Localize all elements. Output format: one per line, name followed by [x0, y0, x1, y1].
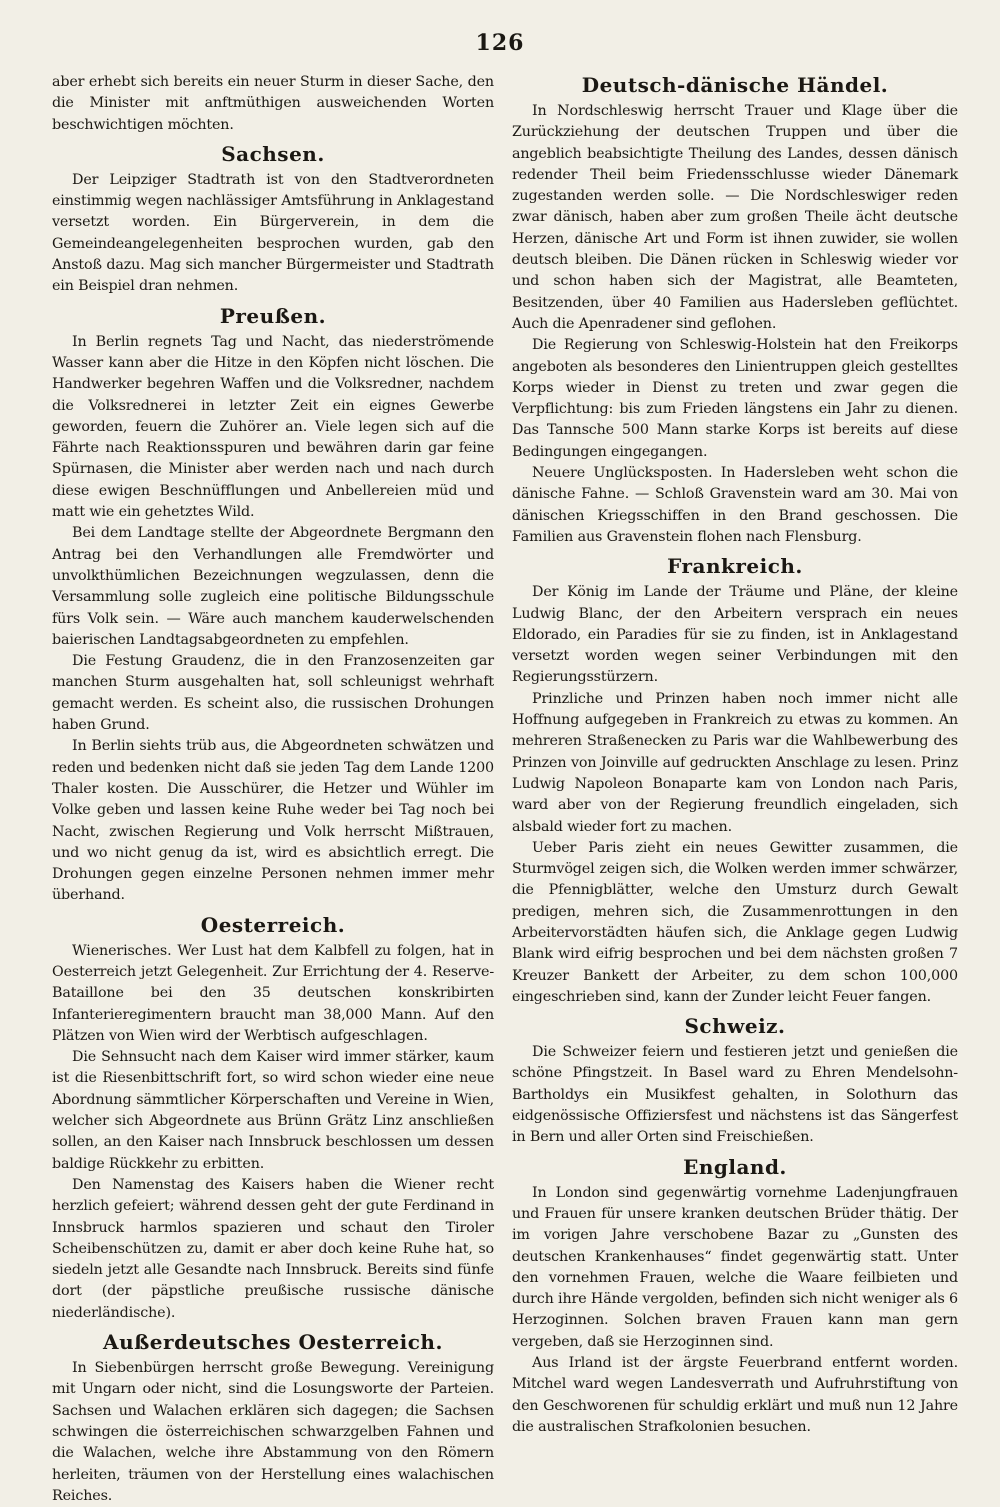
intro-paragraph: aber erhebt sich bereits ein neuer Sturm in dieser Sache, den die Minister mit anftmüthigen ausweichenden Worten beschwichtigen möchten.	[52, 74, 494, 133]
paragraph: In Berlin regnets Tag und Nacht, das niederströmende Wasser kann aber die Hitze in den Köpfen nicht löschen. Die Handwerker begehren Waffen und die Volksredner, nachdem die Volksrednerei in letzter Zeit ein eignes Gewerbe geworden, feuern die Zuhörer an. Viele legen sich auf die Fährte nach Reaktionsspuren und bewähren darin gar feine Spürnasen, die Minister aber werden nach und nach durch diese ewigen Beschnüfflungen und Anbellereien müd und matt wie ein gehetztes Wild.	[52, 333, 494, 521]
page-number: 126	[475, 30, 525, 56]
section-heading-england: England.	[683, 1154, 787, 1179]
right-column	[512, 72, 958, 1438]
section-heading-preussen: Preußen.	[219, 303, 327, 328]
paragraph: Wienerisches. Wer Lust hat dem Kalbfell zu folgen, hat in Oesterreich jetzt Gelegenheit. Zur Errichtung der 4. Reserve-Bataillone bei den 35 deutschen konskribirten Infanterieregimentern braucht man 38,000 Mann. Auf den Plätzen von Wien wird der Werbtisch aufgeschlagen.	[52, 942, 494, 1044]
section-heading-oesterreich: Oesterreich.	[200, 912, 346, 937]
paragraph: Aus Irland ist der ärgste Feuerbrand entfernt worden. Mitchel ward wegen Landesverrath und Aufruhrstiftung von den Geschworenen für schuldig erklärt und muß nun 12 Jahre die australischen Strafkolonien besuchen.	[512, 1355, 958, 1435]
paragraph: In Siebenbürgen herrscht große Bewegung. Vereinigung mit Ungarn oder nicht, sind die Losungsworte der Parteien. Sachsen und Walachen erklären sich dagegen; die Sachsen schwingen die österreichischen schwarzgelben Fahnen und die Walachen, welche ihre Abstammung von den Römern herleiten, träumen von der Herstellung eines walachischen Reiches.	[52, 1360, 494, 1504]
left-column	[52, 72, 494, 1507]
section-heading-deutsch-daenische-haendel: Deutsch-dänische Händel.	[581, 73, 889, 97]
paragraph: Der König im Lande der Träume und Pläne, der kleine Ludwig Blanc, der den Arbeitern versprach ein neues Eldorado, ein Paradies für sie zu finden, ist in Anklagestand versetzt worden wegen seiner Verbindungen mit den Regierungsstürzern.	[512, 584, 958, 686]
paragraph: Die Regierung von Schleswig-Holstein hat den Freikorps angeboten als besonderes den Linientruppen gleich gestelltes Korps wieder in Dienst zu treten und zwar gegen die Verpflichtung: bis zum Frieden längstens ein Jahr zu dienen. Das Tannsche 500 Mann starke Korps ist bereits auf diese Bedingungen eingegangen.	[512, 337, 958, 460]
paragraph: In London sind gegenwärtig vornehme Ladenjungfrauen und Frauen für unsere kranken deutschen Brüder thätig. Der im vorigen Jahre verschobene Bazar zu „Gunsten des deutschen Krankenhauses“ findet gegenwärtig statt. Unter den vornehmen Frauen, welche die Waare feilbieten und durch ihre Hände vergolden, befinden sich nicht weniger als 6 Herzoginnen. Solchen braven Frauen kann man gern vergeben, daß sie Herzoginnen sind.	[512, 1184, 958, 1350]
paragraph: Neuere Unglücksposten. In Hadersleben weht schon die dänische Fahne. — Schloß Gravenstein ward am 30. Mai von dänischen Kriegsschiffen in den Brand geschossen. Die Familien aus Gravenstein flohen nach Flensburg.	[512, 465, 958, 545]
section-heading-frankreich: Frankreich.	[667, 554, 803, 579]
paragraph: In Berlin siehts trüb aus, die Abgeordneten schwätzen und reden und bedenken nicht daß sie jeden Tag dem Lande 1200 Thaler kosten. Die Ausschürer, die Hetzer und Wühler im Volke geben und lassen keine Ruhe weder bei Tag noch bei Nacht, zwischen Regierung und Volk herrscht Mißtrauen, und wo nicht genug da ist, wird es absichtlich erregt. Die Drohungen gegen einzelne Personen nehmen immer mehr überhand.	[52, 738, 494, 904]
section-heading-ausserdeutsches-oesterreich: Außerdeutsches Oesterreich.	[103, 1330, 443, 1355]
paragraph: Bei dem Landtage stellte der Abgeordnete Bergmann den Antrag bei den Verhandlungen alle Fremdwörter und unvolkthümlichen Bezeichnungen wegzulassen, denn die Versammlung solle zugleich eine politische Bildungsschule fürs Volk sein. — Wäre auch manchem kauderwelschenden baierischen Landtagsabgeordneten zu empfehlen.	[52, 525, 494, 648]
paragraph: Die Festung Graudenz, die in den Franzosenzeiten gar manchen Sturm ausgehalten hat, soll schleunigst wehrhaft gemacht werden. Es scheint also, die russischen Drohungen haben Grund.	[52, 653, 494, 734]
paragraph: Der Leipziger Stadtrath ist von den Stadtverordneten einstimmig wegen nachlässiger Amtsführung in Anklagestand versetzt worden. Ein Bürgerverein, in dem die Gemeindeangelegenheiten besprochen wurden, gab den Anstoß dazu. Mag sich mancher Bürgermeister und Stadtrath ein Beispiel dran nehmen.	[52, 171, 494, 295]
paragraph: Den Namenstag des Kaisers haben die Wiener recht herzlich gefeiert; während dessen geht der gute Ferdinand in Innsbruck harmlos spazieren und schaut den Tiroler Scheibenschützen zu, damit er aber doch keine Ruhe hat, so siedeln jetzt alle Gesandte nach Innsbruck. Bereits sind fünfe dort (der päpstliche preußische russische dänische niederländische).	[52, 1176, 494, 1321]
section-heading-schweiz: Schweiz.	[684, 1014, 786, 1039]
paragraph: Die Schweizer feiern und festieren jetzt und genießen die schöne Pfingstzeit. In Basel ward zu Ehren Mendelsohn-Bartholdys ein Musikfest gehalten, in Solothurn das eidgenössische Offiziersfest und nächstens ist das Sängerfest in Bern und aller Orten sind Freischießen.	[512, 1044, 958, 1146]
paragraph: Ueber Paris zieht ein neues Gewitter zusammen, die Sturmvögel zeigen sich, die Wolken werden immer schwärzer, die Pfennigblätter, welche den Umsturz durch Gewalt predigen, mehren sich, die Zusammenrottungen in den Arbeitervorstädten häufen sich, die Anklage gegen Ludwig Blank wird eifrig besprochen und bei dem nächsten großen 7 Kreuzer Bankett der Arbeiter, zu dem schon 100,000 eingeschrieben sind, kann der Zunder leicht Feuer fangen.	[512, 839, 958, 1005]
paragraph: Prinzliche und Prinzen haben noch immer nicht alle Hoffnung aufgegeben in Frankreich zu etwas zu kommen. An mehreren Straßenecken zu Paris war die Wahlbewerbung des Prinzen von Joinville auf gedruckten Anschlage zu lesen. Prinz Ludwig Napoleon Bonaparte kam von London nach Paris, ward aber von der Regierung freundlich eingeladen, sich alsbald wieder fort zu machen.	[512, 690, 958, 835]
section-heading-sachsen: Sachsen.	[221, 141, 325, 166]
paragraph: Die Sehnsucht nach dem Kaiser wird immer stärker, kaum ist die Riesenbittschrift fort, so wird schon wieder eine neue Abordnung sämmtlicher Körperschaften und Vereine in Wien, welcher sich Abgeordnete aus Brünn Grätz Linz anschließen sollen, an den Kaiser nach Innsbruck beschlossen um dessen baldige Rückkehr zu erbitten.	[52, 1049, 494, 1172]
paragraph: In Nordschleswig herrscht Trauer und Klage über die Zurückziehung der deutschen Truppen und über die angeblich beabsichtigte Theilung des Landes, dessen dänisch redender Theil beim Friedensschlusse wieder Dänemark zugestanden werden solle. — Die Nordschleswiger reden zwar dänisch, haben aber zum großen Theile ächt deutsche Herzen, dänische Art und Form ist ihnen zuwider, sie wollen deutsch bleiben. Die Dänen rücken in Schleswig wieder vor und schon haben sich der Magistrat, alle Beamteten, Besitzenden, über 40 Familien aus Hadersleben geflüchtet. Auch die Apenradener sind geflohen.	[512, 103, 958, 332]
